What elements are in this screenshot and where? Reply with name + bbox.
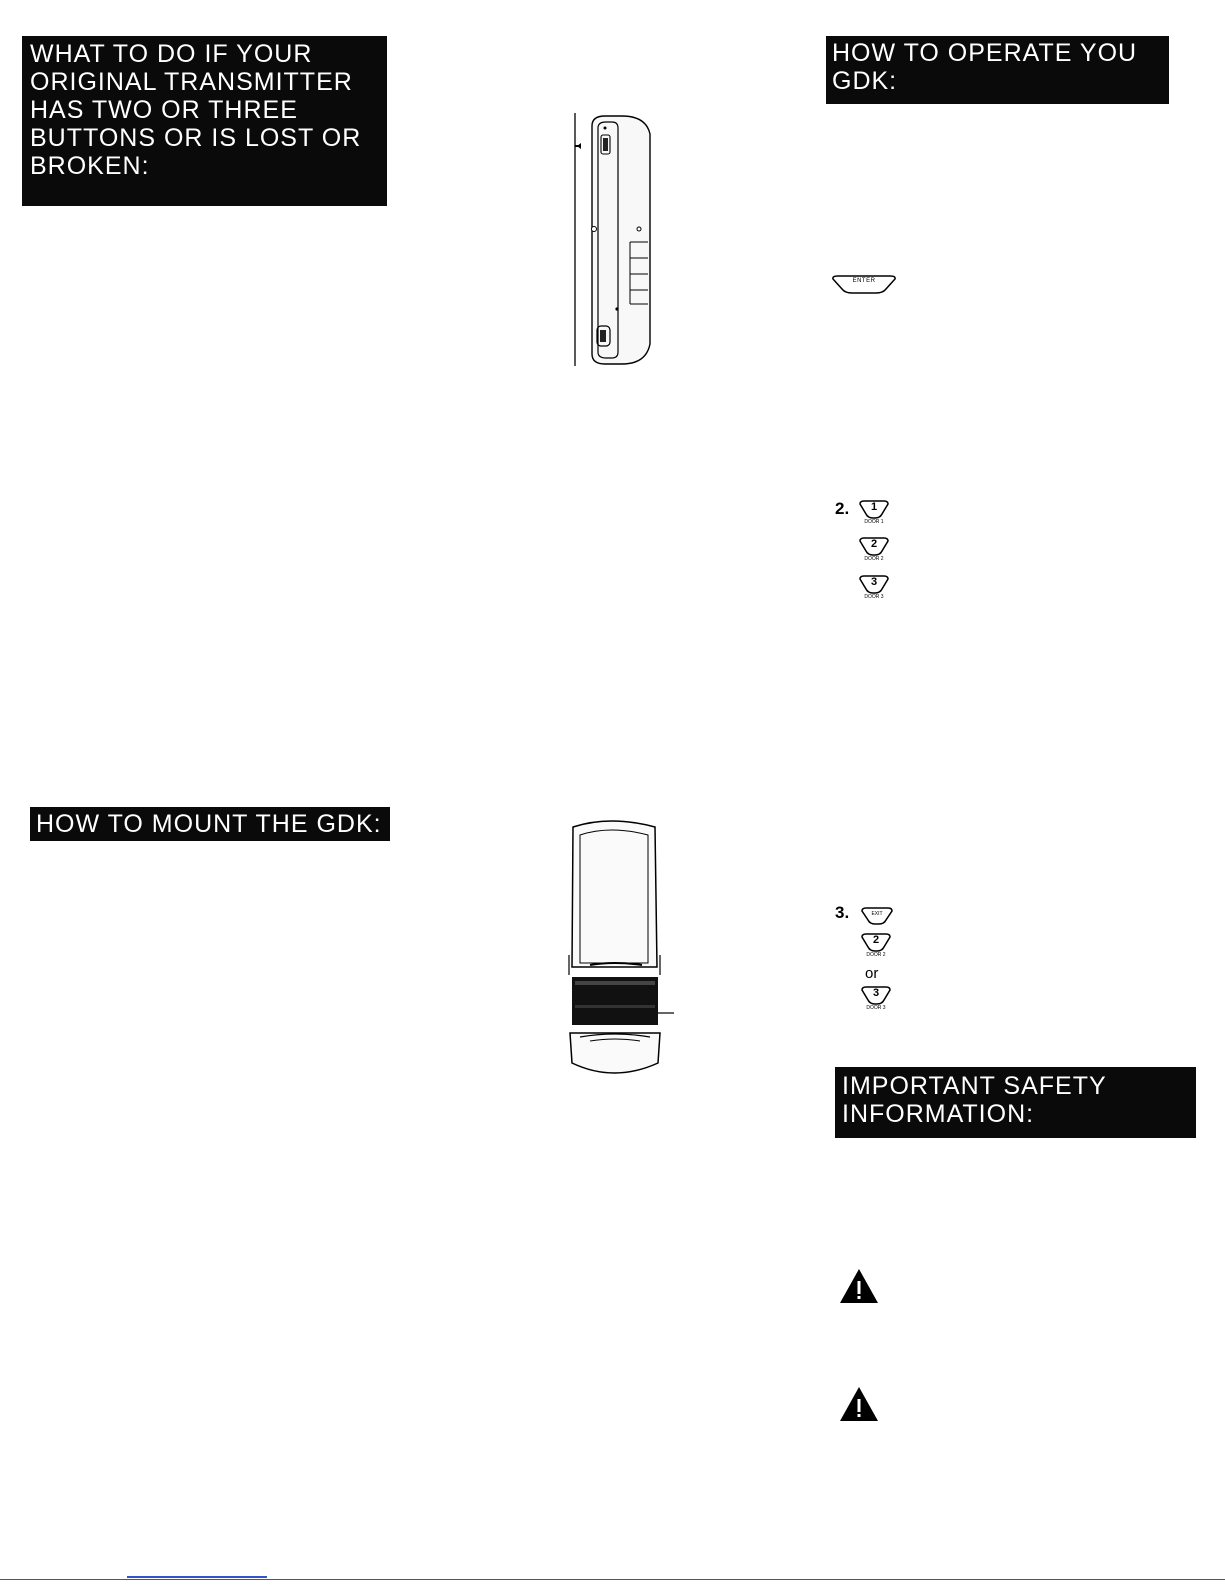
gdk-mount-illustration	[560, 815, 680, 1083]
header-line: BUTTONS OR IS LOST OR	[30, 124, 362, 152]
exit-key-label: EXIT	[871, 911, 883, 917]
door-2-key-sublabel: DOOR 2	[866, 952, 886, 958]
header-line: INFORMATION:	[842, 1100, 1035, 1128]
or-label: or	[865, 965, 879, 982]
step-number-3: 3.	[835, 903, 850, 922]
header-line: GDK:	[832, 67, 898, 95]
exit-key-icon	[860, 906, 894, 926]
step-number-2: 2.	[835, 499, 850, 518]
warning-triangle-icon	[838, 1267, 880, 1305]
section-header-mount	[30, 807, 390, 841]
door-3-key-icon	[858, 575, 890, 603]
header-line: BROKEN:	[30, 152, 150, 180]
section-header-what-to-do	[22, 36, 387, 206]
door-3-key-sublabel: DOOR 3	[866, 1005, 886, 1011]
header-line: WHAT TO DO IF YOUR	[30, 40, 313, 68]
enter-key-icon	[830, 273, 898, 295]
door-2-key-number: 2	[870, 538, 878, 550]
header-line: ORIGINAL TRANSMITTER	[30, 68, 353, 96]
header-line: HOW TO MOUNT THE GDK:	[36, 810, 382, 838]
page-bottom-rule	[0, 1579, 1225, 1580]
door-1-key-sublabel: DOOR 1	[864, 519, 884, 525]
footer-link-underline	[127, 1576, 267, 1578]
door-2-key-icon	[858, 537, 890, 565]
door-3-key-number: 3	[870, 576, 878, 588]
door-2-key-icon	[860, 933, 892, 961]
door-1-key-icon	[858, 500, 890, 528]
section-header-safety	[835, 1067, 1196, 1138]
section-header-operate	[826, 36, 1169, 104]
door-2-key-number: 2	[872, 934, 880, 946]
door-2-key-sublabel: DOOR 2	[864, 556, 884, 562]
header-line: HOW TO OPERATE YOU	[832, 39, 1138, 67]
door-1-key-number: 1	[870, 501, 878, 513]
header-line: IMPORTANT SAFETY	[842, 1072, 1107, 1100]
enter-key-label: ENTER	[852, 278, 876, 284]
door-3-key-icon	[860, 986, 892, 1014]
warning-triangle-icon	[838, 1385, 880, 1423]
gdk-wall-side-illustration	[560, 108, 670, 370]
door-3-key-sublabel: DOOR 3	[864, 594, 884, 600]
door-3-key-number: 3	[872, 987, 880, 999]
header-line: HAS TWO OR THREE	[30, 96, 298, 124]
